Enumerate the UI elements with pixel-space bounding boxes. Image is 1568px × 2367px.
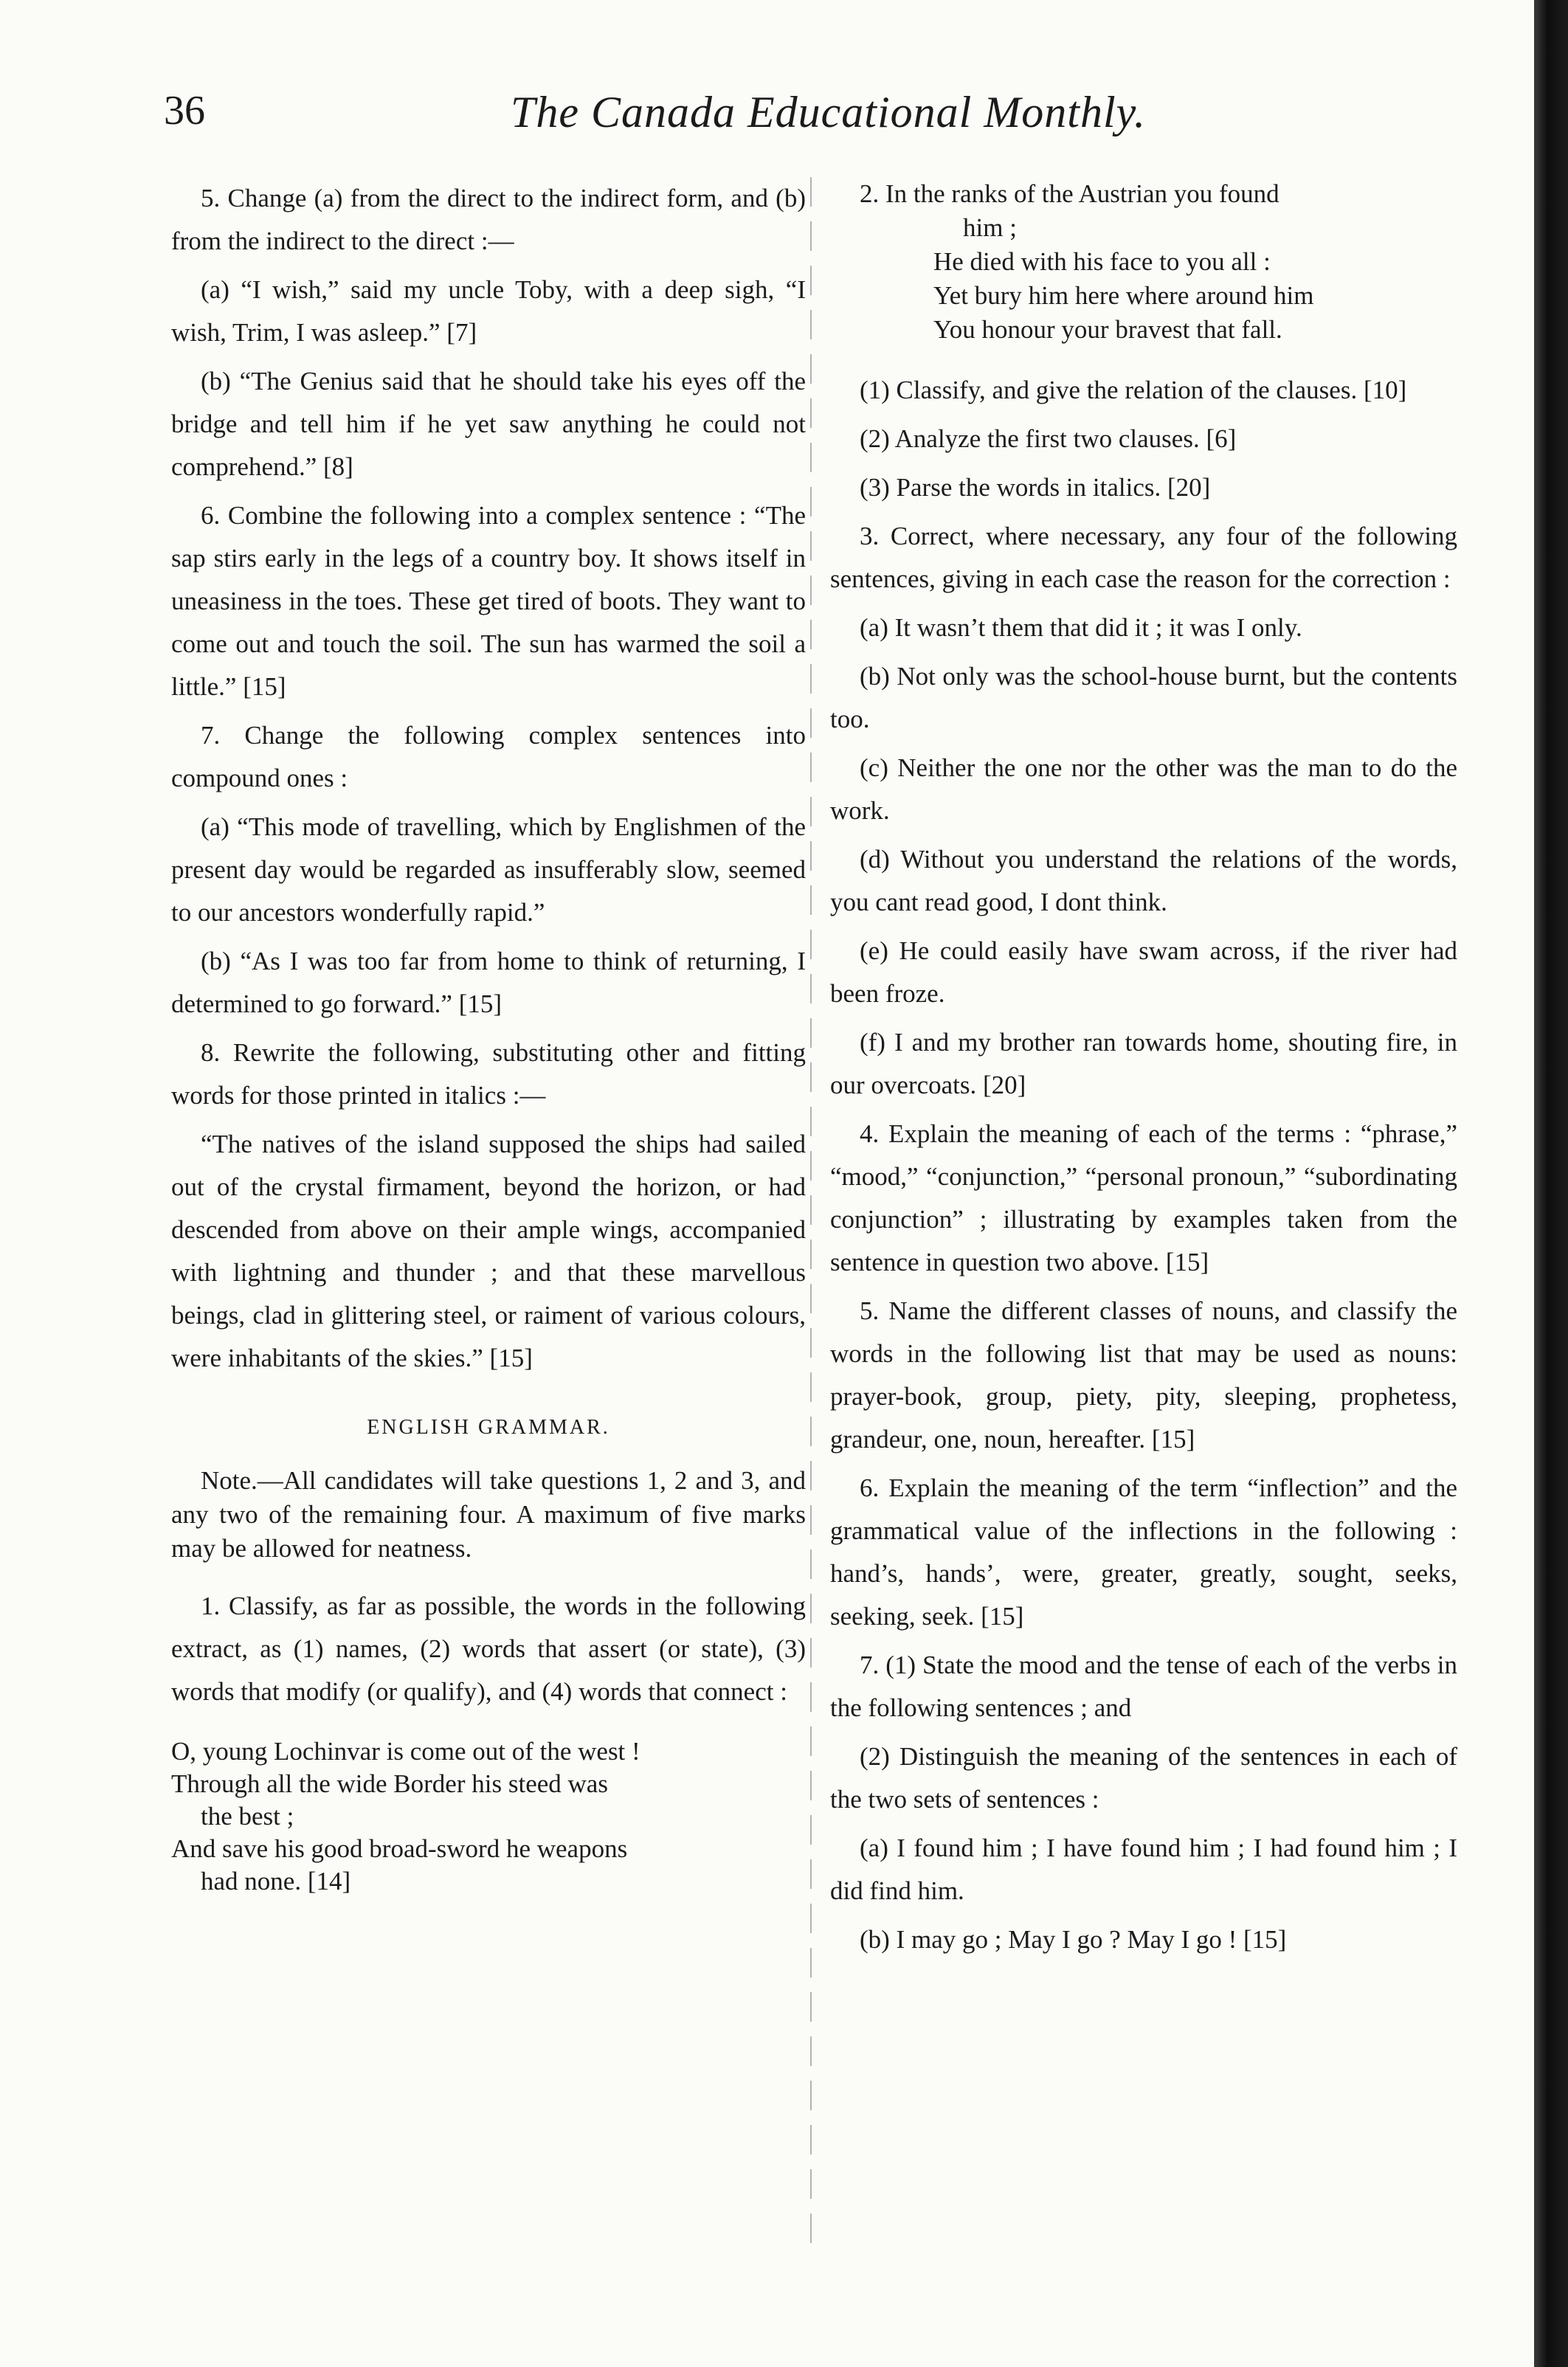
question-7a: (a) “This mode of travelling, which by Englishmen of the present day would be regarded as insufferably slow, seemed to our ancestors wonderfully rapid.” [171,812,806,927]
verse-line: Yet bury him here where around him [933,281,1314,310]
grammar-question-3d: (d) Without you understand the relations of the words, you cant read good, I dont think. [830,845,1457,916]
poem-extract [171,1735,806,1898]
verse-line: He died with his face to you all : [933,247,1271,276]
grammar-question-1: 1. Classify, as far as possible, the words in the following extract, as (1) names, (2) words that assert (or state), (3) words that modify (or qualify), and (4) words that connect : [171,1592,806,1706]
grammar-question-3c: (c) Neither the one nor the other was the man to do the work. [830,753,1457,825]
verse-line: 2. In the ranks of the Austrian you found [860,179,1279,208]
question-5: 5. Change (a) from the direct to the indirect form, and (b) from the indirect to the direct :— [171,184,806,255]
grammar-question-6: 6. Explain the meaning of the term “inflection” and the grammatical value of the inflections in the following : hand’s, hands’, were, greater, greatly, sought, seeks, seeking, seek. [15] [830,1473,1457,1631]
grammar-question-2-verse [830,177,1457,347]
question-7b: (b) “As I was too far from home to think of returning, I determined to go forward.” [15] [171,947,806,1018]
verse-line: You honour your bravest that fall. [933,315,1282,344]
grammar-question-7: 7. (1) State the mood and the tense of each of the verbs in the following sentences ; and [830,1651,1457,1722]
page-edge-shadow [1534,0,1568,2367]
right-column [830,177,1457,1967]
grammar-question-5: 5. Name the different classes of nouns, and classify the words in the following list that may be used as nouns: prayer-book, group, piety, pity, sleeping, prophetess, grandeur, one, noun, hereafter. [15] [830,1296,1457,1454]
running-head: The Canada Educational Monthly. [511,88,1146,137]
grammar-note: Note.—All candidates will take questions 1, 2 and 3, and any two of the remaining four. A maximum of five marks may be allowed for neatness. [171,1466,806,1563]
question-5a: (a) “I wish,” said my uncle Toby, with a deep sigh, “I wish, Trim, I was asleep.” [7] [171,275,806,347]
grammar-question-3b: (b) Not only was the school-house burnt, but the contents too. [830,662,1457,733]
grammar-question-7a: (a) I found him ; I have found him ; I had found him ; I did find him. [830,1834,1457,1905]
grammar-question-2-3: (3) Parse the words in italics. [20] [860,473,1211,502]
poem-line: O, young Lochinvar is come out of the west ! [171,1737,640,1766]
verse-line: him ; [963,213,1017,242]
page-header [164,87,1522,153]
grammar-question-3f: (f) I and my brother ran towards home, shouting fire, in our overcoats. [20] [830,1028,1457,1099]
question-6: 6. Combine the following into a complex sentence : “The sap stirs early in the legs of a country boy. It shows itself in uneasiness in the toes. These get tired of boots. They want to come out and touch the soil. The sun has warmed the soil a little.” [15] [171,501,806,701]
left-column [171,177,806,1898]
grammar-question-3: 3. Correct, where necessary, any four of the following sentences, giving in each case the reason for the correction : [830,522,1457,593]
grammar-question-7-2: (2) Distinguish the meaning of the sentences in each of the two sets of sentences : [830,1742,1457,1814]
grammar-question-3e: (e) He could easily have swam across, if the river had been froze. [830,936,1457,1008]
question-5b: (b) “The Genius said that he should take his eyes off the bridge and tell him if he yet saw anything he could not comprehend.” [8] [171,367,806,481]
question-7: 7. Change the following complex sentences into compound ones : [171,721,806,792]
grammar-question-2-1: (1) Classify, and give the relation of the clauses. [10] [860,376,1407,404]
section-heading: ENGLISH GRAMMAR. [367,1416,610,1439]
grammar-question-7b: (b) I may go ; May I go ? May I go ! [15] [860,1925,1287,1954]
column-divider [810,177,812,2243]
poem-line: And save his good broad-sword he weapons [171,1834,628,1863]
question-8-passage: “The natives of the island supposed the ships had sailed out of the crystal firmament, beyond the horizon, or had descended from above on their ample wings, accompanied with lightning and thunder ; and that these marvellous beings, clad in glittering steel, or raiment of various colours, were inhabitants of the skies.” [15] [171,1130,806,1372]
grammar-question-4: 4. Explain the meaning of each of the terms : “phrase,” “mood,” “conjunction,” “personal pronoun,” “subordinating conjunction” ; illustrating by examples taken from the sentence in question two above. [15] [830,1119,1457,1276]
page-number: 36 [164,88,205,134]
poem-line: had none. [14] [201,1867,351,1896]
grammar-question-3a: (a) It wasn’t them that did it ; it was I only. [860,613,1302,642]
poem-line: the best ; [201,1802,294,1831]
poem-line: Through all the wide Border his steed was [171,1769,608,1798]
question-8: 8. Rewrite the following, substituting other and fitting words for those printed in italics :— [171,1038,806,1110]
grammar-question-2-2: (2) Analyze the first two clauses. [6] [860,424,1237,453]
